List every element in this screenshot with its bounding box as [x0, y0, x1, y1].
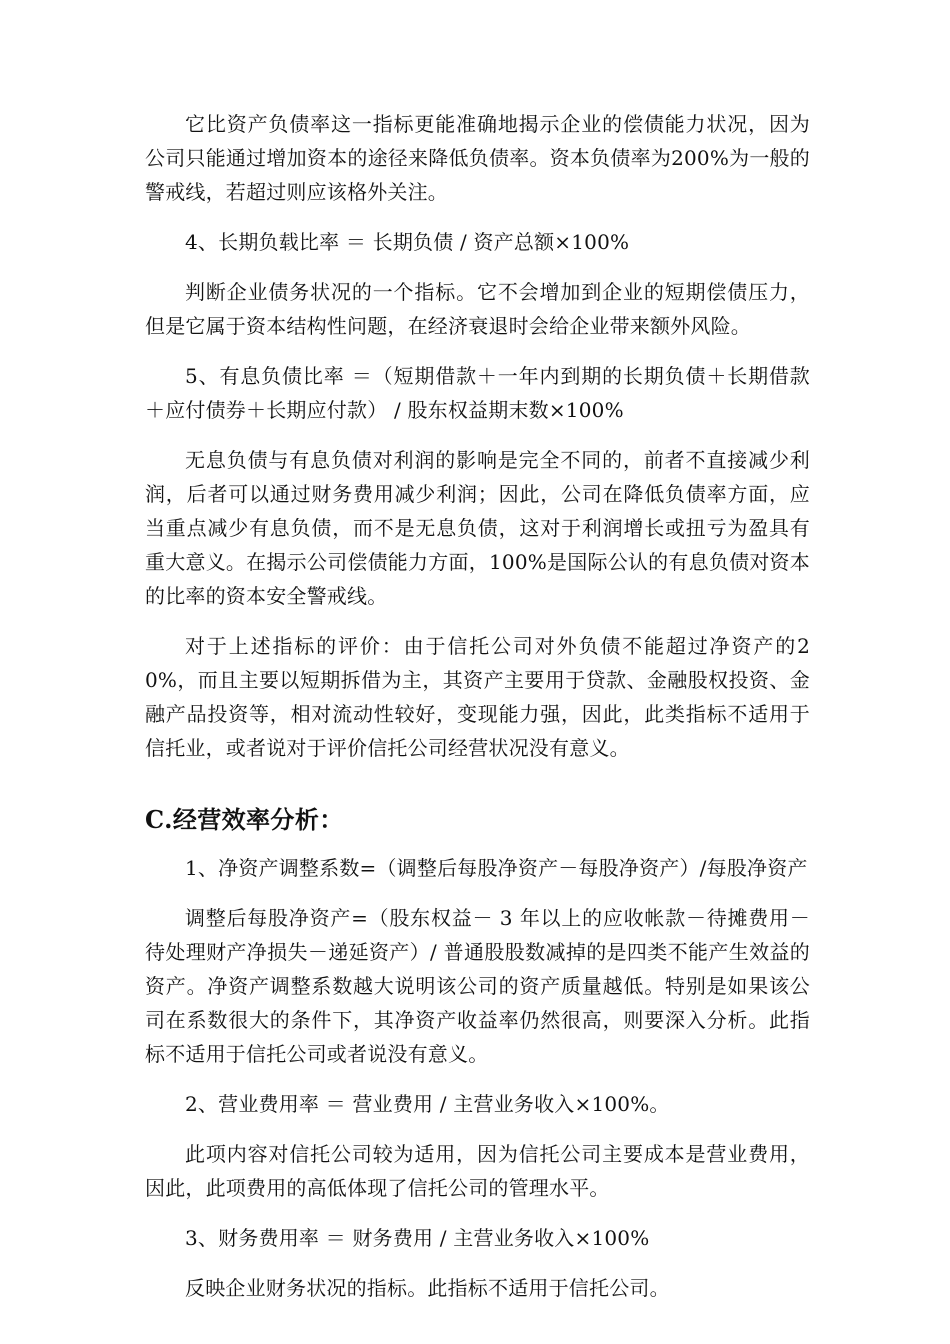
paragraph-long-term-debt-ratio-note: 判断企业债务状况的一个指标。它不会增加到企业的短期偿债压力，但是它属于资本结构性问题，在经济衰退时会给企业带来额外风险。	[145, 280, 810, 338]
paragraph-net-asset-adjustment-formula: 1、净资产调整系数=（调整后每股净资产－每股净资产）/每股净资产	[185, 856, 808, 880]
paragraph-long-term-debt-ratio-formula: 4、长期负载比率 ＝ 长期负债 / 资产总额×100%	[185, 230, 630, 254]
paragraph-financial-expense-ratio-formula: 3、财务费用率 ＝ 财务费用 / 主营业务收入×100%	[185, 1226, 650, 1250]
paragraph-capital-debt-ratio-note: 它比资产负债率这一指标更能准确地揭示企业的偿债能力状况，因为公司只能通过增加资本的途径来降低负债率。资本负债率为200%为一般的警戒线，若超过则应该格外关注。	[145, 112, 810, 204]
paragraph-operating-expense-ratio-formula: 2、营业费用率 ＝ 营业费用 / 主营业务收入×100%。	[185, 1092, 670, 1116]
paragraph-financial-expense-ratio-note: 反映企业财务状况的指标。此指标不适用于信托公司。	[185, 1276, 670, 1300]
paragraph-adjusted-net-asset-note: 调整后每股净资产=（股东权益－ 3 年以上的应收帐款－待摊费用－待处理财产净损失－递延资产）/ 普通股股数减掉的是四类不能产生效益的资产。净资产调整系数越大说明该公司的资产质量越低。特别是如果该公司在系数很大的条件下，其净资产收益率仍然很高，则要深入分析。此指标不适用于信托公司或者说没有意义。	[145, 906, 810, 1066]
document-body	[145, 107, 810, 1321]
section-heading: C.经营效率分析：	[145, 805, 344, 834]
paragraph-operating-expense-ratio-note: 此项内容对信托公司较为适用，因为信托公司主要成本是营业费用，因此，此项费用的高低体现了信托公司的管理水平。	[145, 1142, 810, 1200]
paragraph-interest-bearing-debt-formula: 5、有息负债比率 ＝（短期借款＋一年内到期的长期负债＋长期借款＋应付债券＋长期应付款） / 股东权益期末数×100%	[145, 364, 810, 422]
paragraph-indicator-evaluation: 对于上述指标的评价：由于信托公司对外负债不能超过净资产的20%，而且主要以短期拆借为主，其资产主要用于贷款、金融股权投资、金融产品投资等，相对流动性较好，变现能力强，因此，此类指标不适用于信托业，或者说对于评价信托公司经营状况没有意义。	[145, 634, 810, 760]
paragraph-interest-bearing-debt-note: 无息负债与有息负债对利润的影响是完全不同的，前者不直接减少利润，后者可以通过财务费用减少利润；因此，公司在降低负债率方面，应当重点减少有息负债，而不是无息负债，这对于利润增长或扭亏为盈具有重大意义。在揭示公司偿债能力方面，100%是国际公认的有息负债对资本的比率的资本安全警戒线。	[145, 448, 810, 608]
